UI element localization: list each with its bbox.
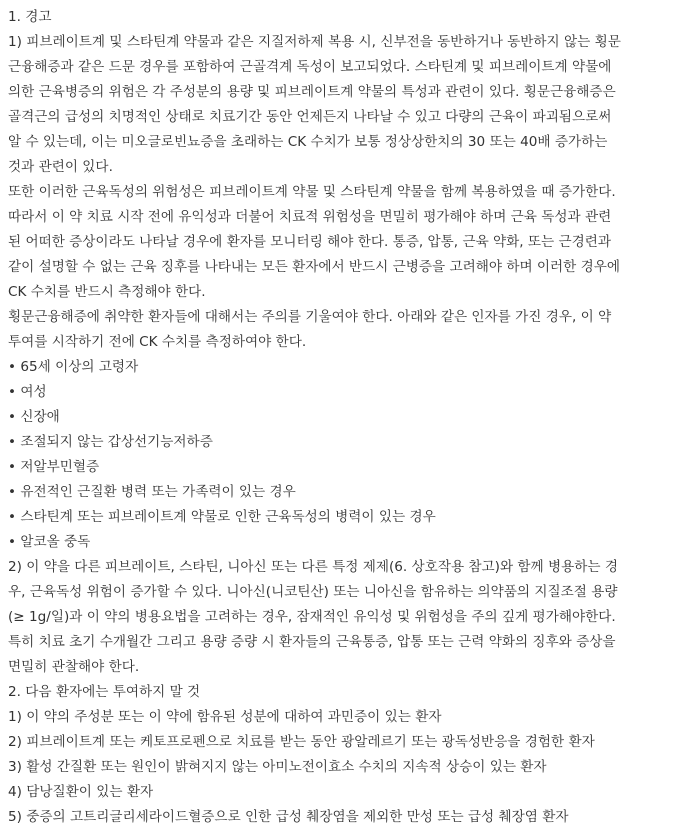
text-line: 알 수 있는데, 이는 미오글로빈뇨증을 초래하는 CK 수치가 보통 정상상한치의 30 또는 40배 증가하는 — [8, 134, 608, 150]
warning-paragraph-3 — [8, 305, 674, 355]
list-item: • 유전적인 근질환 병력 또는 가족력이 있는 경우 — [8, 484, 296, 500]
text-line: 또한 이러한 근육독성의 위험성은 피브레이트계 약물 및 스타틴계 약물을 함께 복용하였을 때 증가한다. — [8, 184, 616, 200]
text-line: 우, 근육독성 위험이 증가할 수 있다. 니아신(니코틴산) 또는 니아신을 함유하는 의약품의 지질조절 용량 — [8, 584, 618, 600]
text-line: 횡문근융해증에 취약한 환자들에 대해서는 주의를 기울여야 한다. 아래와 같은 인자를 가진 경우, 이 약 — [8, 309, 612, 325]
text-line: 같이 설명할 수 없는 근육 징후를 나타내는 모든 환자에서 반드시 근병증을 고려해야 하며 이러한 경우에 — [8, 259, 621, 275]
list-item: 3) 활성 간질환 또는 원인이 밝혀지지 않는 아미노전이효소 수치의 지속적 상승이 있는 환자 — [8, 759, 547, 775]
text-line: 것과 관련이 있다. — [8, 159, 113, 175]
list-item: • 신장애 — [8, 409, 60, 425]
list-item: • 알코올 중독 — [8, 534, 91, 550]
list-item: • 65세 이상의 고령자 — [8, 359, 139, 375]
warning-paragraph-1 — [8, 30, 674, 180]
contraindication-list — [8, 705, 674, 830]
document-body — [8, 5, 674, 830]
list-item: 4) 담낭질환이 있는 환자 — [8, 784, 154, 800]
text-line: 된 어떠한 증상이라도 나타날 경우에 환자를 모니터링 해야 한다. 통증, 압통, 근육 약화, 또는 근경련과 — [8, 234, 612, 250]
text-line: 투여를 시작하기 전에 CK 수치를 측정하여야 한다. — [8, 334, 307, 350]
list-item: • 조절되지 않는 갑상선기능저하증 — [8, 434, 213, 450]
text-line: 근융해증과 같은 드문 경우를 포함하여 근골격계 독성이 보고되었다. 스타틴계 및 피브레이트계 약물에 — [8, 59, 612, 75]
risk-factor-list — [8, 355, 674, 555]
list-item: 2) 피브레이트계 또는 케토프로펜으로 치료를 받는 동안 광알레르기 또는 광독성반응을 경험한 환자 — [8, 734, 595, 750]
text-line: (≥ 1g/일)과 이 약의 병용요법을 고려하는 경우, 잠재적인 유익성 및 위험성을 주의 깊게 평가해야한다. — [8, 609, 616, 625]
warning-paragraph-4 — [8, 555, 674, 680]
list-item: 1) 이 약의 주성분 또는 이 약에 함유된 성분에 대하여 과민증이 있는 환자 — [8, 709, 442, 725]
text-line: 면밀히 관찰해야 한다. — [8, 659, 140, 675]
list-item: • 저알부민혈증 — [8, 459, 100, 475]
text-line: CK 수치를 반드시 측정해야 한다. — [8, 284, 206, 300]
text-line: 의한 근육병증의 위험은 각 주성분의 용량 및 피브레이트계 약물의 특성과 관련이 있다. 횡문근융해증은 — [8, 84, 616, 100]
section-heading-contraindications: 2. 다음 환자에는 투여하지 말 것 — [8, 684, 201, 700]
section-heading-warning: 1. 경고 — [8, 9, 52, 25]
list-item: • 스타틴계 또는 피브레이트계 약물로 인한 근육독성의 병력이 있는 경우 — [8, 509, 436, 525]
text-line: 따라서 이 약 치료 시작 전에 유익성과 더불어 치료적 위험성을 면밀히 평가해야 하며 근육 독성과 관련 — [8, 209, 612, 225]
text-line: 골격근의 급성의 치명적인 상태로 치료기간 동안 언제든지 나타날 수 있고 다량의 근육이 파괴됨으로써 — [8, 109, 612, 125]
text-line: 2) 이 약을 다른 피브레이트, 스타틴, 니아신 또는 다른 특정 제제(6. 상호작용 참고)와 함께 병용하는 경 — [8, 559, 618, 575]
list-item: • 여성 — [8, 384, 47, 400]
list-item: 5) 중증의 고트리글리세라이드혈증으로 인한 급성 췌장염을 제외한 만성 또는 급성 췌장염 환자 — [8, 809, 569, 825]
text-line: 특히 치료 초기 수개월간 그리고 용량 증량 시 환자들의 근육통증, 압통 또는 근력 약화의 징후와 증상을 — [8, 634, 616, 650]
warning-paragraph-2 — [8, 180, 674, 305]
text-line: 1) 피브레이트계 및 스타틴계 약물과 같은 지질저하제 복용 시, 신부전을 동반하거나 동반하지 않는 횡문 — [8, 34, 621, 50]
